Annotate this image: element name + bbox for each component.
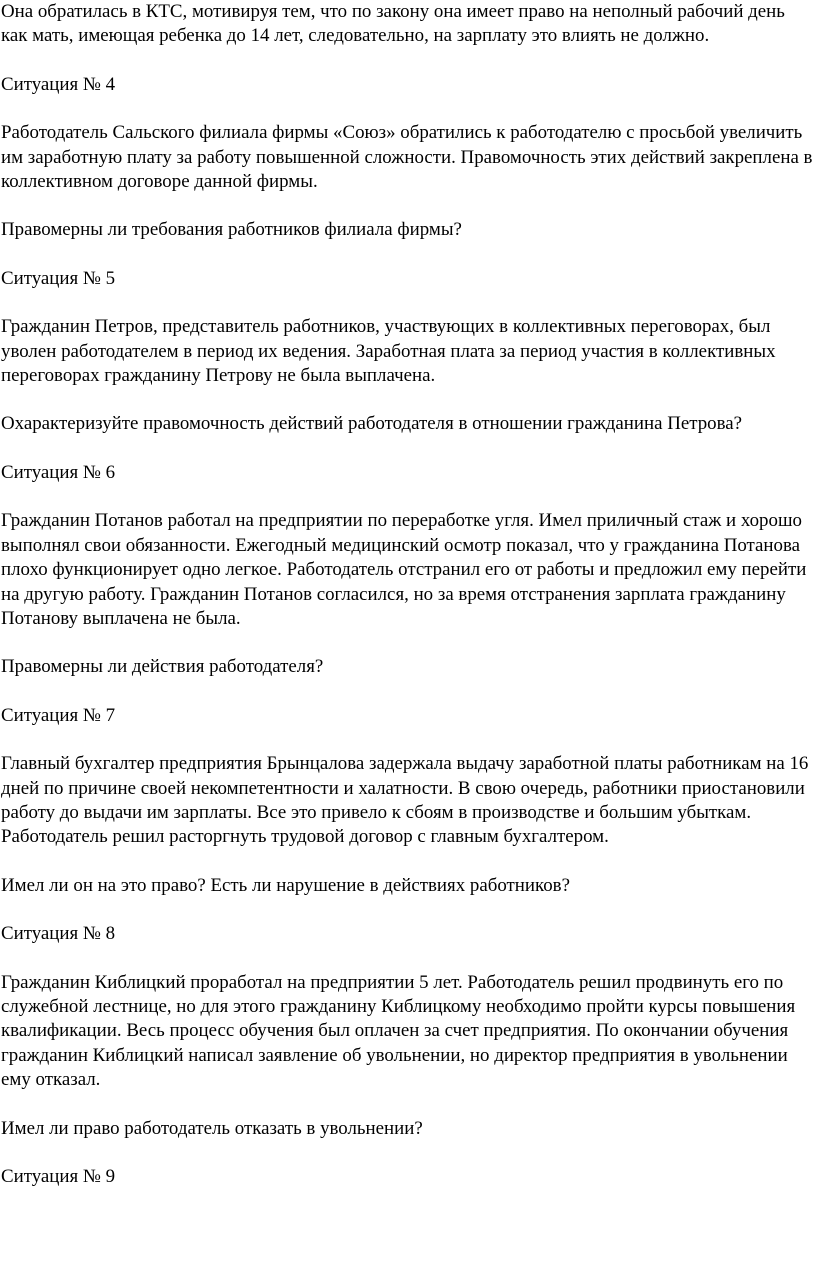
question-situation-5: Охарактеризуйте правомочность действий работодателя в отношении гражданина Петрова? <box>1 413 743 435</box>
paragraph-situation-8: Гражданин Киблицкий проработал на предприятии 5 лет. Работодатель решил продвинуть его по служебной лестнице, но для этого гражданину Киблицкому необходимо пройти курсы повышения квалификации. Весь процесс обучения был оплачен за счет предприятия. По окончании обучения гражданин Киблицкий написал заявление об увольнении, но директор предприятия в увольнении ему отказал. <box>1 971 796 1091</box>
paragraph-situation-4: Работодатель Сальского филиала фирмы «Союз» обратились к работодателю с просьбой увеличить им заработную плату за работу повышенной сложности. Правомочность этих действий закреплена в коллективном договоре данной фирмы. <box>1 122 813 193</box>
paragraph-situation-7: Главный бухгалтер предприятия Брынцалова задержала выдачу заработной платы работникам на 16 дней по причине своей некомпетентности и халатности. В свою очередь, работники приостановили работу до выдачи им зарплаты. Все это привело к сбоям в производстве и большим убыткам. Работодатель решил расторгнуть трудовой договор с главным бухгалтером. <box>1 753 809 848</box>
heading-situation-8: Ситуация № 8 <box>1 923 116 945</box>
paragraph-situation-5: Гражданин Петров, представитель работников, участвующих в коллективных переговорах, был уволен работодателем в период их ведения. Заработная плата за период участия в коллективных переговорах гражданину Петрову не была выплачена. <box>1 316 776 387</box>
question-situation-7: Имел ли он на это право? Есть ли нарушение в действиях работников? <box>1 874 570 896</box>
paragraph-situation-6: Гражданин Потанов работал на предприятии по переработке угля. Имел приличный стаж и хорошо выполнял свои обязанности. Ежегодный медицинский осмотр показал, что у гражданина Потанова плохо функционирует одно легкое. Работодатель отстранил его от работы и предложил ему перейти на другую работу. Гражданин Потанов согласился, но за время отстранения зарплата гражданину Потанову выплачена не была. <box>1 510 807 629</box>
document-body <box>1 0 813 1213</box>
heading-situation-5: Ситуация № 5 <box>1 267 116 289</box>
heading-situation-4: Ситуация № 4 <box>1 73 116 95</box>
heading-situation-7: Ситуация № 7 <box>1 704 116 726</box>
question-situation-6: Правомерны ли действия работодателя? <box>1 656 324 678</box>
question-situation-4: Правомерны ли требования работников филиала фирмы? <box>1 219 462 241</box>
question-situation-8: Имел ли право работодатель отказать в увольнении? <box>1 1117 423 1139</box>
heading-situation-9: Ситуация № 9 <box>1 1166 116 1187</box>
heading-situation-6: Ситуация № 6 <box>1 461 116 483</box>
paragraph-intro: Она обратилась в КТС, мотивируя тем, что по закону она имеет право на неполный рабочий день как мать, имеющая ребенка до 14 лет, следовательно, на зарплату это влиять не должно. <box>1 1 785 47</box>
